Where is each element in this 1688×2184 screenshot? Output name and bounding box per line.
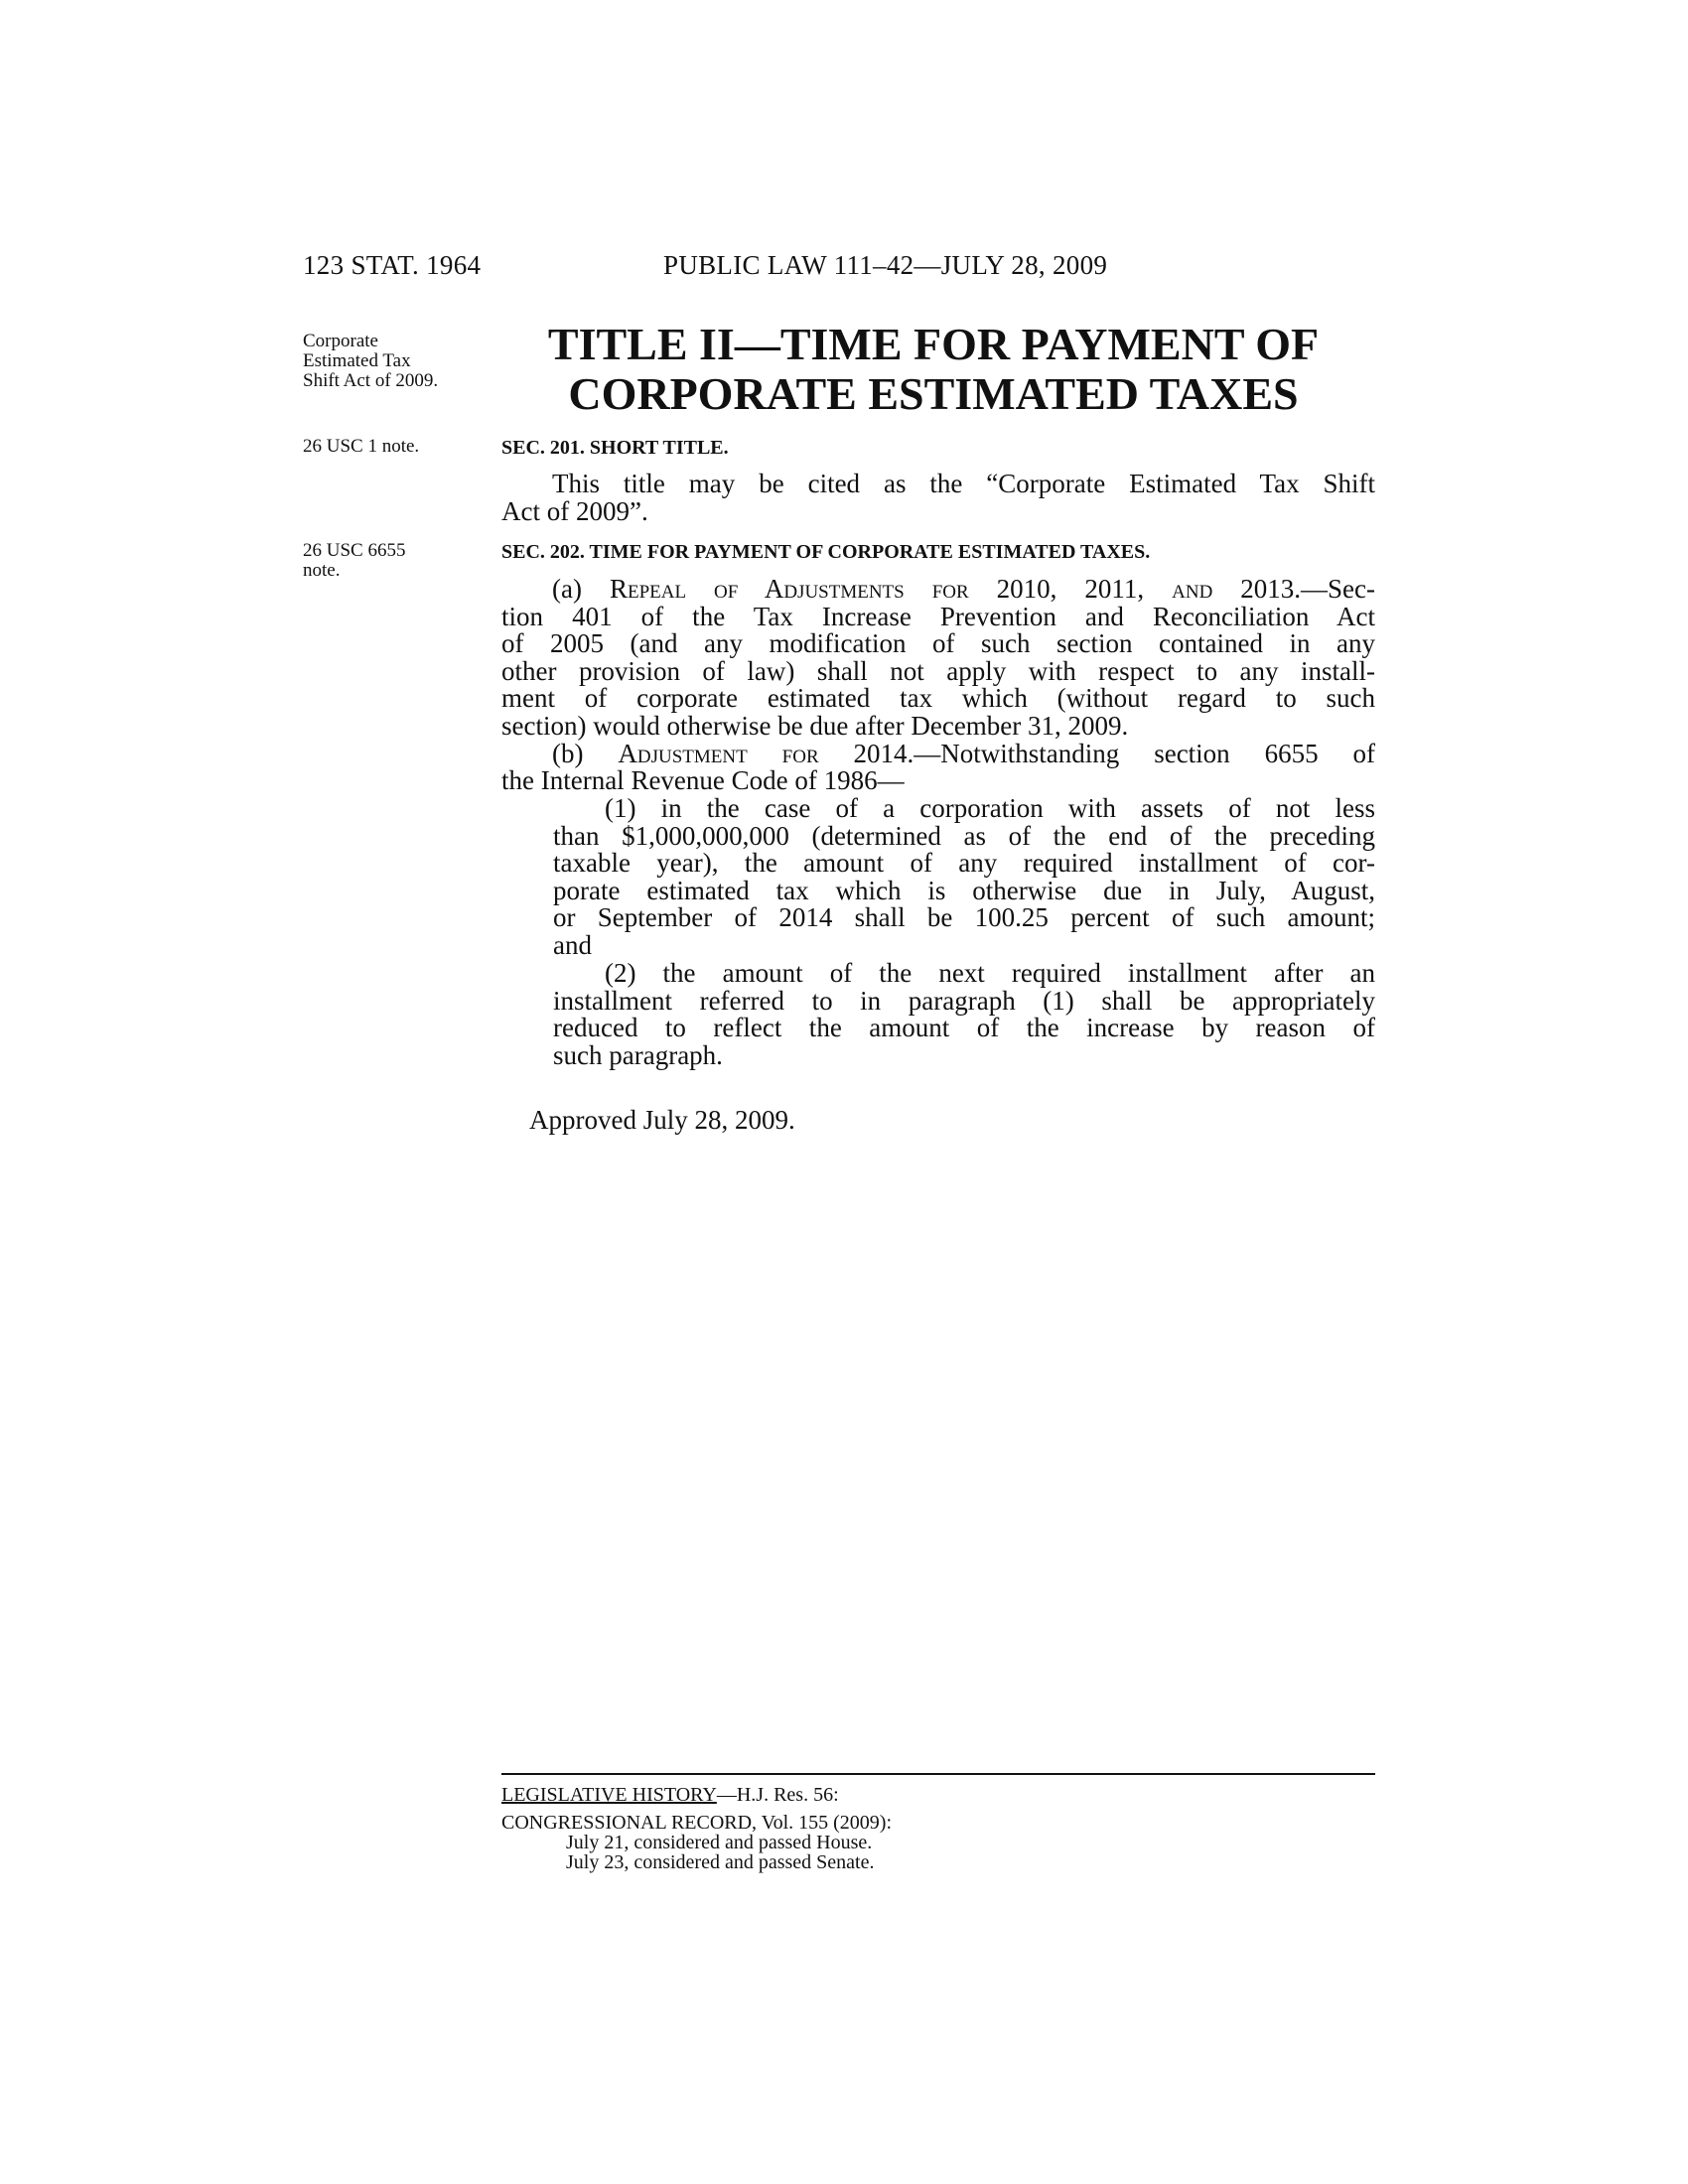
section-202-heading: SEC. 202. TIME FOR PAYMENT OF CORPORATE ESTIMATED TAXES. (501, 541, 1151, 563)
history-entry: July 21, considered and passed House. (566, 1832, 873, 1853)
paragraph-2: (2) the amount of the next required installment after an installment referred to in paragraph (1) shall be appropriately reduced to reflect the amount of the increase by reason of such paragraph. (553, 958, 1375, 1070)
footer-divider (501, 1773, 1375, 1775)
legislative-history-heading: LEGISLATIVE HISTORY—H.J. Res. 56: (501, 1784, 839, 1806)
margin-note-sec201: 26 USC 1 note. (303, 436, 420, 457)
approval-date: Approved July 28, 2009. (529, 1105, 795, 1135)
section-202 (501, 540, 1375, 564)
law-reference: PUBLIC LAW 111–42—JULY 28, 2009 (663, 250, 1108, 280)
margin-note-short-title: Corporate Estimated Tax Shift Act of 2009. (303, 331, 439, 391)
congressional-record: CONGRESSIONAL RECORD, Vol. 155 (2009): (501, 1812, 892, 1834)
history-entry: July 23, considered and passed Senate. (566, 1851, 875, 1873)
subsection-b-caption-line: (b) Adjustment for 2014.—Notwithstanding section 6655 of (552, 738, 1376, 768)
legislative-history (501, 1773, 1375, 1872)
page-reference: 123 STAT. 1964 (303, 250, 482, 280)
section-201-text: This title may be cited as the “Corporate Estimated Tax Shift Act of 2009”. (501, 469, 1375, 526)
section-201-heading: SEC. 201. SHORT TITLE. (501, 437, 729, 459)
section-202-subsection-a: (a) Repeal of Adjustments for 2010, 2011, and 2013.—Sec- tion 401 of the Tax Increase Prevention and Reconciliation Act of 2005 (and any modification of such section contained in any other provision of law) shall not apply with respect to any install- ment of corporate estimated tax which (without regard to such section) would otherwise be due after December 31, 2009. (b) Adjustment for 2014.—Notwithstanding section 6655 of the Internal Revenue Code of 1986— (501, 574, 1376, 796)
subsection-a-caption-line: (a) Repeal of Adjustments for 2010, 2011, and 2013.—Sec- (552, 574, 1376, 604)
margin-note-sec202: 26 USC 6655 note. (303, 540, 406, 581)
title-heading: TITLE II—TIME FOR PAYMENT OF CORPORATE ESTIMATED TAXES (547, 319, 1320, 419)
section-201 (501, 436, 1375, 460)
paragraph-1: (1) in the case of a corporation with assets of not less than $1,000,000,000 (determined as of the end of the preceding taxable year), the amount of any required installment of cor- porate estimated tax which is otherwise due in July, August, or September of 2014 shall be 100.25 percent of such amount; and (553, 793, 1375, 960)
